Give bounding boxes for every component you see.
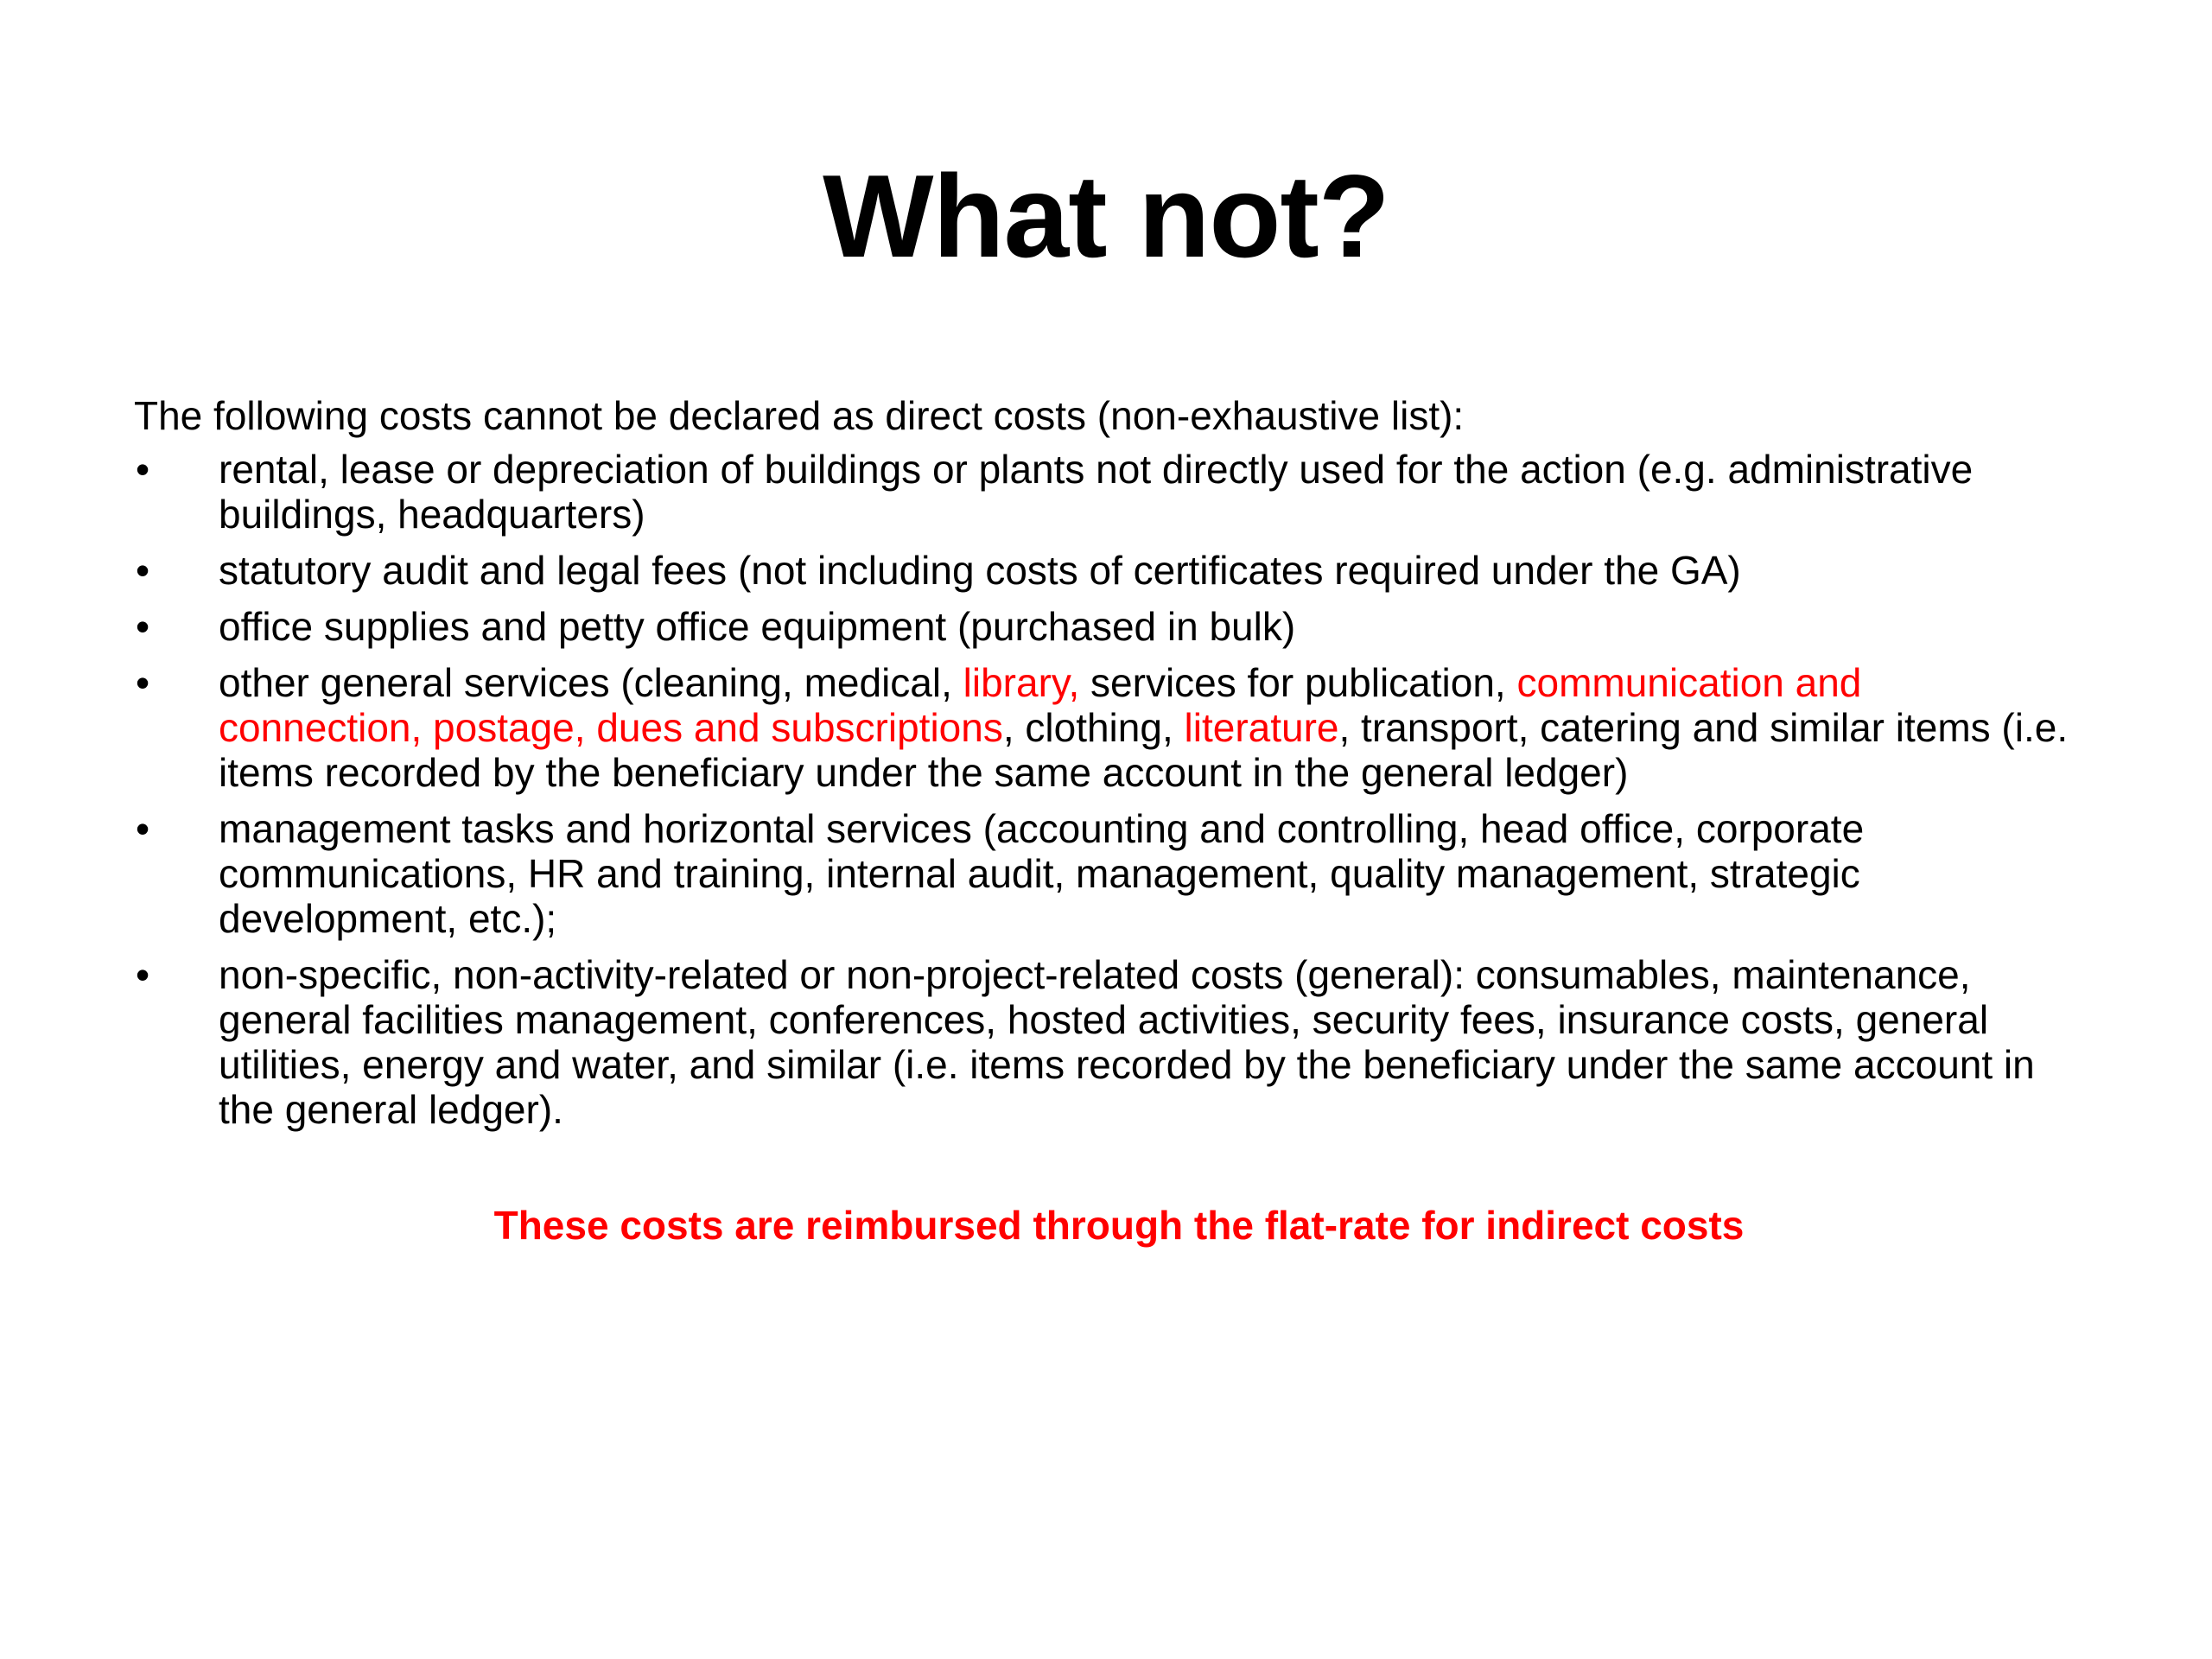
bullet-icon: • xyxy=(136,447,150,492)
bullet-text: non-specific, non-activity-related or non-project-related costs (general): consumables, maintenance, general facilities management, conferences, hosted activities, security fees, insurance costs, general utilities, energy and water, and similar (i.e. items recorded by the beneficiary under the same account in the general ledger). xyxy=(219,952,2035,1132)
bullet-icon: • xyxy=(136,660,150,705)
bullet-item xyxy=(134,806,2069,941)
bullet-item xyxy=(134,447,2069,537)
intro-text: The following costs cannot be declared as direct costs (non-exhaustive list): xyxy=(134,393,1465,438)
highlighted-text: library, xyxy=(963,660,1080,705)
bullet-text: management tasks and horizontal services (accounting and controlling, head office, corporate communications, HR and training, internal audit, management, quality management, strategic development, etc.); xyxy=(219,806,1865,941)
highlighted-text: communication and connection, postage, dues and subscriptions xyxy=(219,660,1862,750)
conclusion-note: These costs are reimbursed through the flat-rate for indirect costs xyxy=(493,1203,1745,1248)
bullet-text-segment: other general services (cleaning, medical, xyxy=(219,660,963,705)
bullet-text: rental, lease or depreciation of buildings or plants not directly used for the action (e.g. administrative buildings, headquarters) xyxy=(219,447,1974,537)
bullet-text: statutory audit and legal fees (not including costs of certificates required under the GA) xyxy=(219,548,1741,593)
slide-title: What not? xyxy=(823,150,1389,282)
bullet-icon: • xyxy=(136,806,150,851)
bullet-item xyxy=(134,660,2069,795)
bullet-text-segment: , clothing, xyxy=(1002,705,1185,750)
bullet-item xyxy=(134,604,2069,649)
bullet-icon: • xyxy=(136,548,150,593)
bullet-icon: • xyxy=(136,604,150,649)
bullet-text: office supplies and petty office equipment (purchased in bulk) xyxy=(219,604,1296,649)
bullet-item xyxy=(134,548,2069,593)
cost-bullet-list xyxy=(134,447,2069,1132)
slide-body xyxy=(134,393,2069,1143)
bullet-text-segment: , transport, catering and similar items (i.e. items recorded by the beneficiary under the same account in the general ledger) xyxy=(219,705,2069,795)
highlighted-text: literature xyxy=(1184,705,1339,750)
bullet-text-segment: services for publication, xyxy=(1079,660,1517,705)
bullet-item xyxy=(134,952,2069,1132)
bullet-icon: • xyxy=(136,952,150,997)
